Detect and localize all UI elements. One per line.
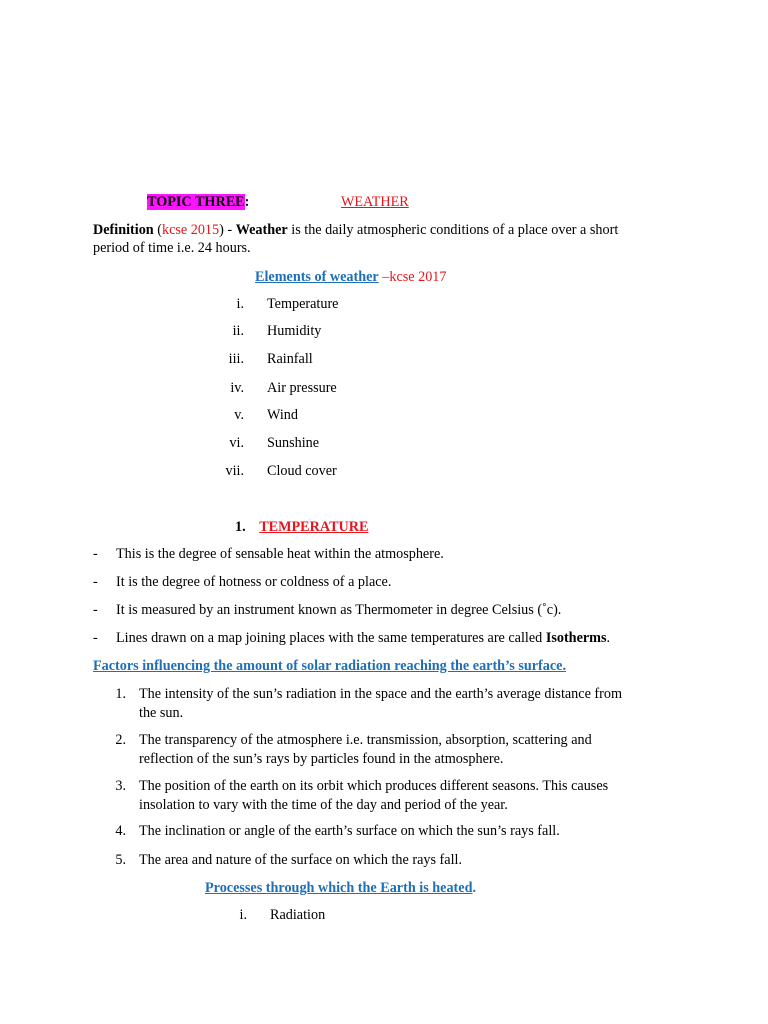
definition-label: Definition	[93, 222, 154, 238]
list-marker: i.	[236, 296, 244, 312]
item-line-1: The intensity of the sun’s radiation in the space and the earth’s average distance from	[139, 686, 622, 702]
list-item-label: Temperature	[267, 296, 339, 312]
bullet-item	[93, 629, 611, 647]
bullet-text: Lines drawn on a map joining places with the same temperatures are called	[116, 630, 546, 646]
definition-line-1	[93, 221, 618, 239]
bullet-text: It is measured by an instrument known as Thermometer in degree Celsius (˚c).	[116, 602, 562, 618]
item-number: 5.	[115, 852, 126, 868]
temperature-title: TEMPERATURE	[259, 519, 369, 535]
bullet-marker: -	[93, 574, 98, 590]
temperature-heading	[235, 518, 369, 536]
temperature-number: 1.	[235, 519, 246, 535]
definition-text-1: is the daily atmospheric conditions of a place over a short	[287, 222, 619, 238]
elements-heading-ref: –kcse 2017	[378, 269, 447, 285]
item-line-2: insolation to vary with the time of the day and period of the year.	[139, 797, 508, 813]
bullet-marker: -	[93, 630, 98, 646]
elements-heading-label: Elements of weather	[255, 269, 379, 285]
list-marker: iii.	[228, 351, 244, 367]
topic-label: TOPIC THREE	[147, 194, 245, 210]
list-item-label: Sunshine	[267, 435, 320, 451]
bullet-text: This is the degree of sensable heat within the atmosphere.	[116, 546, 444, 562]
processes-heading-end: .	[472, 880, 477, 896]
topic-title	[147, 193, 249, 211]
item-number: 4.	[115, 823, 126, 839]
topic-subject: WEATHER	[341, 194, 409, 210]
definition-line-2: period of time i.e. 24 hours.	[93, 240, 251, 256]
processes-heading	[205, 879, 476, 897]
bullet-end: .	[606, 630, 611, 646]
definition-open-paren: (	[157, 222, 162, 238]
list-item-label: Rainfall	[267, 351, 313, 367]
definition-ref: kcse 2015	[161, 222, 220, 238]
list-marker: iv.	[230, 380, 244, 396]
list-item-label: Cloud cover	[267, 463, 337, 479]
item-number: 1.	[115, 686, 126, 702]
list-marker: v.	[234, 407, 244, 423]
list-marker: ii.	[232, 323, 244, 339]
list-item-label: Wind	[267, 407, 298, 423]
bullet-text-group	[116, 629, 610, 647]
item-line-2: the sun.	[139, 705, 184, 721]
definition-dash: -	[223, 222, 236, 238]
list-item-label: Humidity	[267, 323, 322, 339]
bullet-item	[93, 601, 562, 619]
factors-heading: Factors influencing the amount of solar radiation reaching the earth’s surface.	[93, 658, 567, 674]
list-item-label: Air pressure	[267, 380, 337, 396]
list-item-label: Radiation	[270, 907, 326, 923]
item-line-1: The inclination or angle of the earth’s surface on which the sun’s rays fall.	[139, 823, 560, 839]
bullet-item	[93, 545, 444, 563]
definition-term: Weather	[235, 222, 288, 238]
item-line-1: The area and nature of the surface on which the rays fall.	[139, 852, 463, 868]
item-line-1: The position of the earth on its orbit which produces different seasons. This causes	[139, 778, 609, 794]
list-marker: vi.	[229, 435, 244, 451]
item-line-1: The transparency of the atmosphere i.e. transmission, absorption, scattering and	[139, 732, 592, 748]
item-number: 2.	[115, 732, 126, 748]
list-marker: i.	[239, 907, 247, 923]
bullet-text: It is the degree of hotness or coldness of a place.	[116, 574, 392, 590]
bullet-marker: -	[93, 546, 98, 562]
bullet-marker: -	[93, 602, 98, 618]
item-number: 3.	[115, 778, 126, 794]
item-line-2: reflection of the sun’s rays by particles found in the atmosphere.	[139, 751, 504, 767]
list-marker: vii.	[225, 463, 244, 479]
isotherms-term: Isotherms	[545, 630, 607, 646]
definition-close-paren: )	[219, 222, 224, 238]
topic-colon: :	[244, 194, 250, 210]
bullet-item	[93, 573, 392, 591]
elements-heading	[255, 268, 447, 286]
processes-heading-label: Processes through which the Earth is heated	[205, 880, 473, 896]
